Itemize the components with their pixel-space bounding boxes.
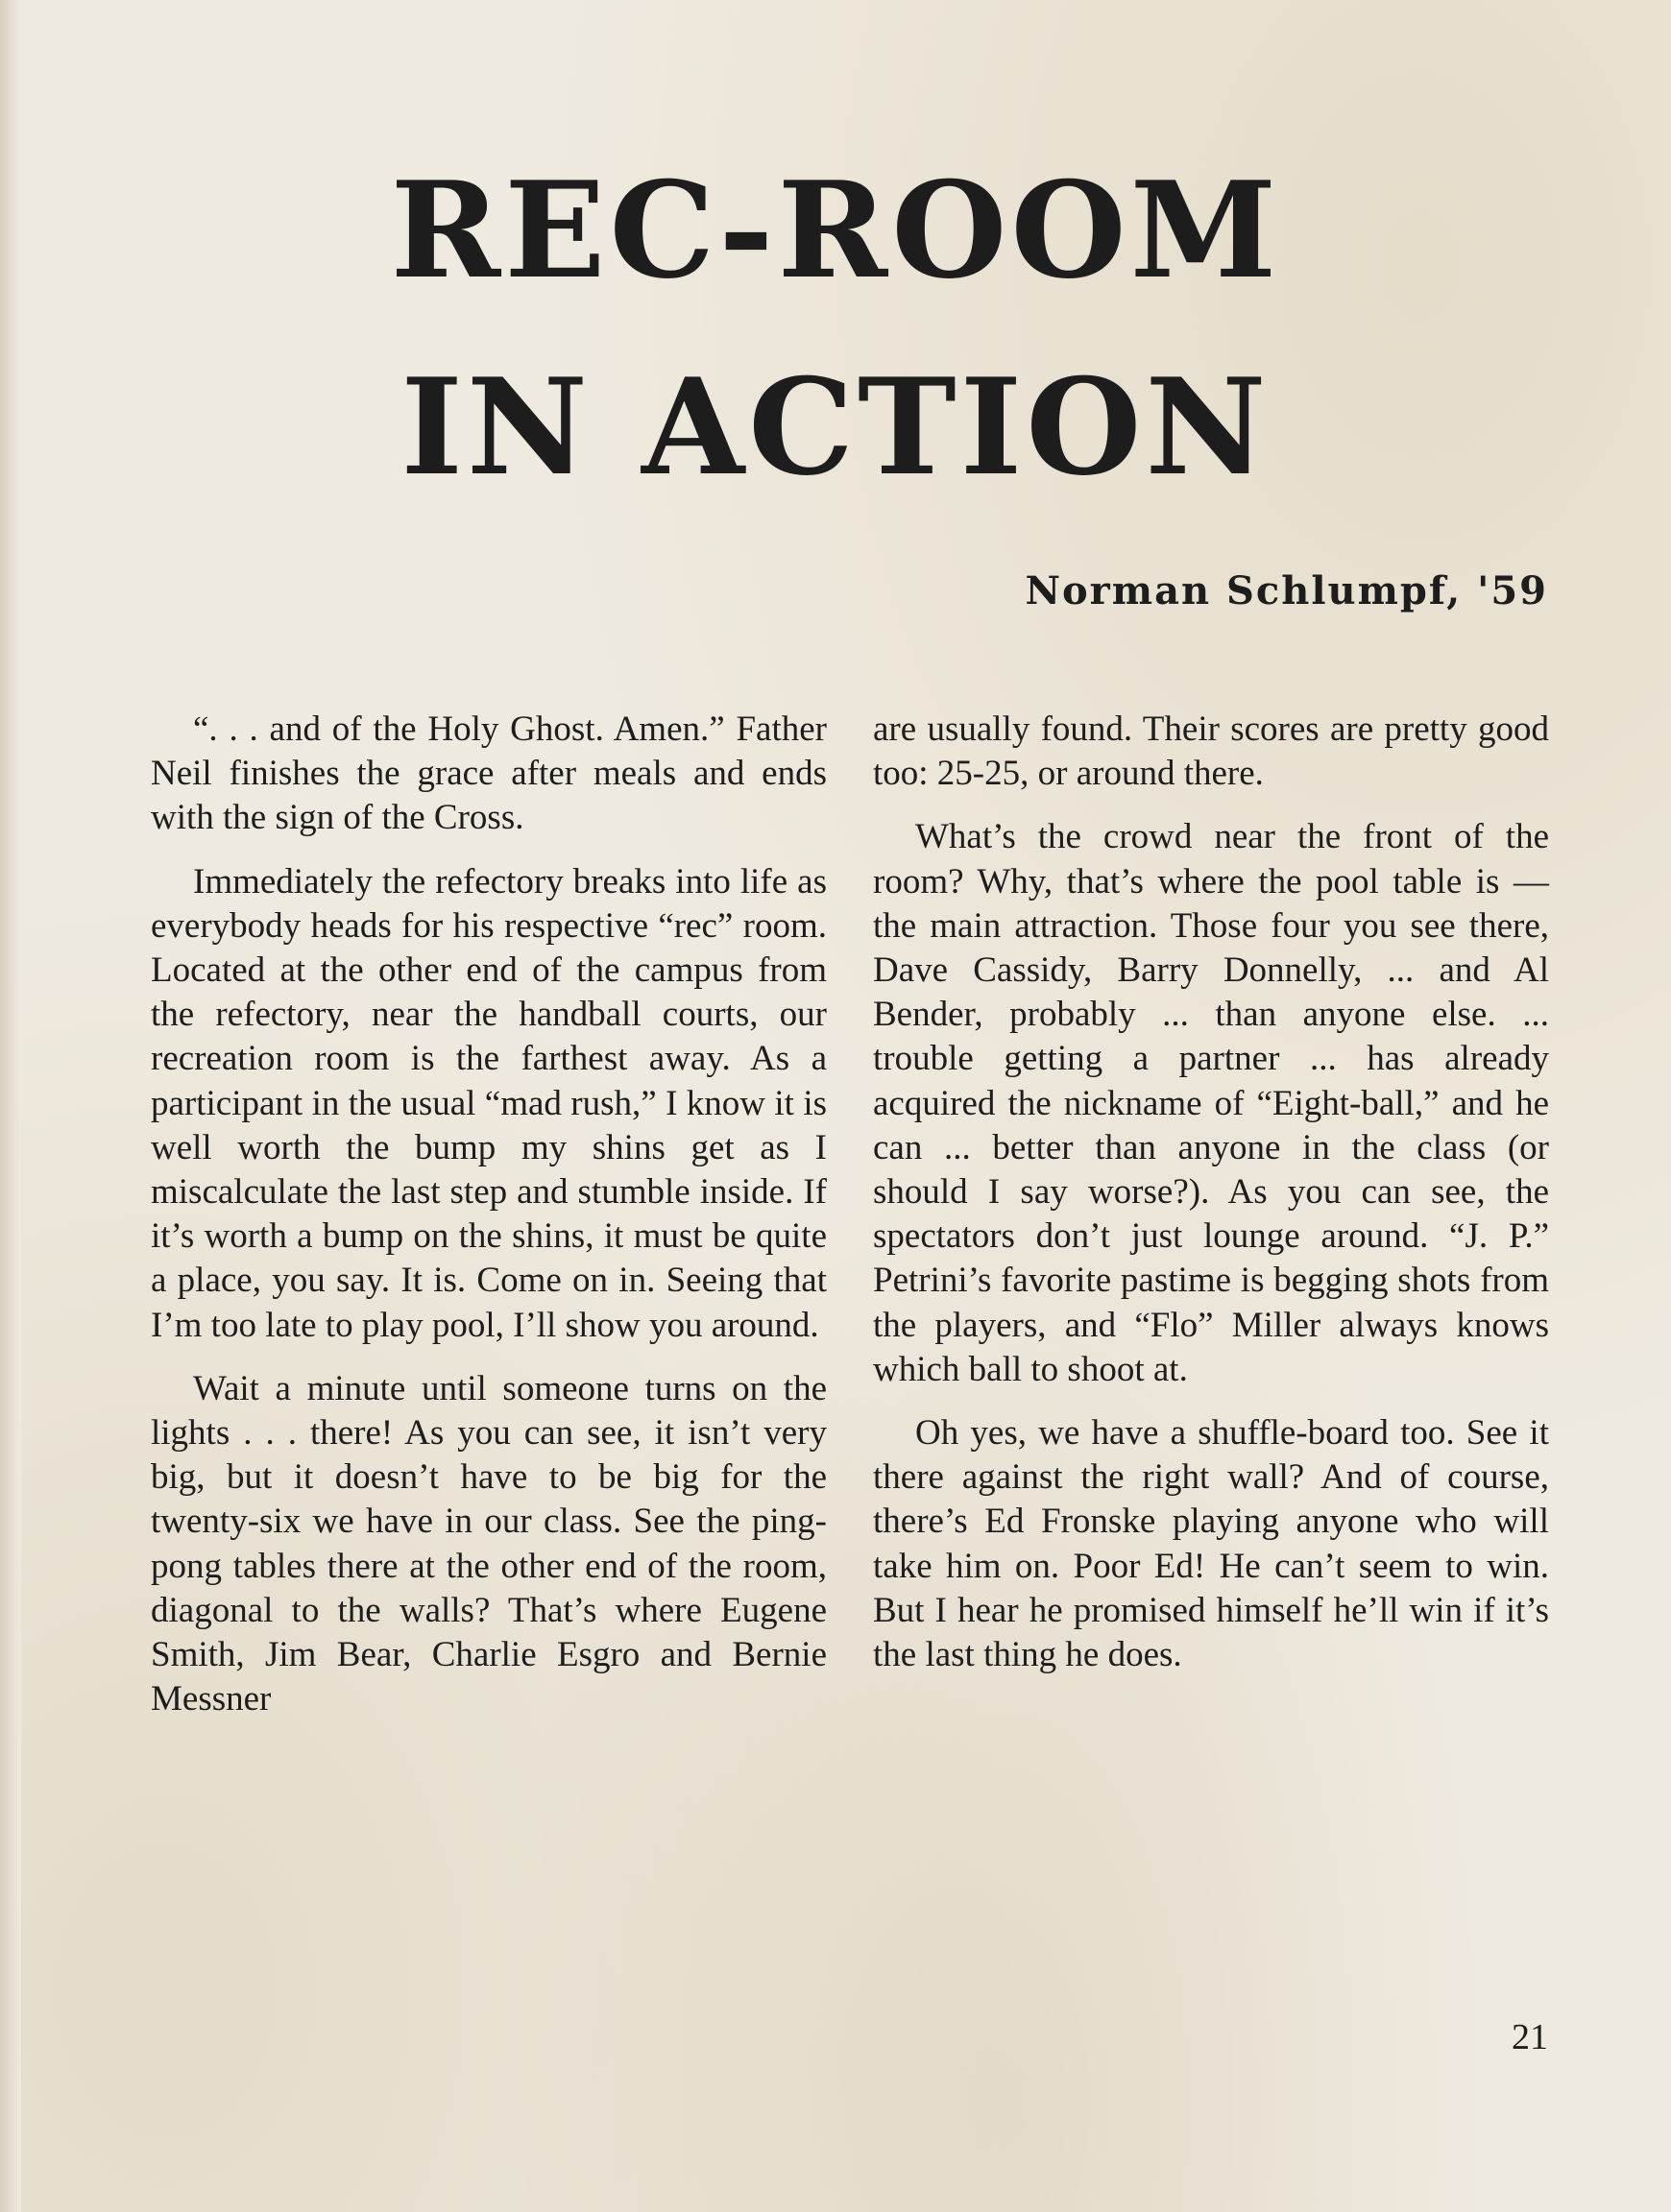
paragraph: What’s the crowd near the front of the room? Why, that’s where the pool table is — the main attraction. Those four you see there, Dave Cassidy, Barry Donnelly, ... and Al Bender, probably ... than anyone else. ... trouble getting a partner ... has already acquired the nickname of “Eight-ball,” and he can ... better than anyone in the class (or should I say worse?). As you can see, the spectators don’t just lounge around. “J. P.” Petrini’s favorite pastime is begging shots from the players, and “Flo” Miller always knows which ball to shoot at. [873,817,1549,1389]
article-title-line-1: REC-ROOM [390,152,1281,308]
right-column [873,708,1549,1696]
paragraph: “. . . and of the Holy Ghost. Amen.” Father Neil finishes the grace after meals and ends with the sign of the Cross. [151,709,827,838]
article-title-line-2: IN ACTION [400,349,1271,505]
left-column [151,708,827,1741]
paragraph: are usually found. Their scores are pretty good too: 25-25, or around there. [873,709,1549,794]
paragraph: Oh yes, we have a shuffle-board too. See it there against the right wall? And of course, there’s Ed Fronske playing anyone who will take him on. Poor Ed! He can’t seem to win. But I hear he promised himself he’ll win if it’s the last thing he does. [873,1413,1549,1675]
paragraph: Wait a minute until someone turns on the lights . . . there! As you can see, it isn’t very big, but it doesn’t have to be big for the twenty-six we have in our class. See the ping-pong tables there at the other end of the room, diagonal to the walls? That’s where Eugene Smith, Jim Bear, Charlie Esgro and Bernie Messner [151,1368,827,1719]
paragraph: Immediately the refectory breaks into life as everybody heads for his respective “rec” room. Located at the other end of the campus from the refectory, near the handball courts, our recreation room is the farthest away. As a participant in the usual “mad rush,” I know it is well worth the bump my shins get as I miscalculate the last step and stumble inside. If it’s worth a bump on the shins, it must be quite a place, you say. It is. Come on in. Seeing that I’m too late to play pool, I’ll show you around. [151,861,827,1345]
page-number: 21 [1512,2017,1548,2057]
binding-edge [0,0,21,2212]
article-byline: Norman Schlumpf, '59 [1025,568,1548,613]
